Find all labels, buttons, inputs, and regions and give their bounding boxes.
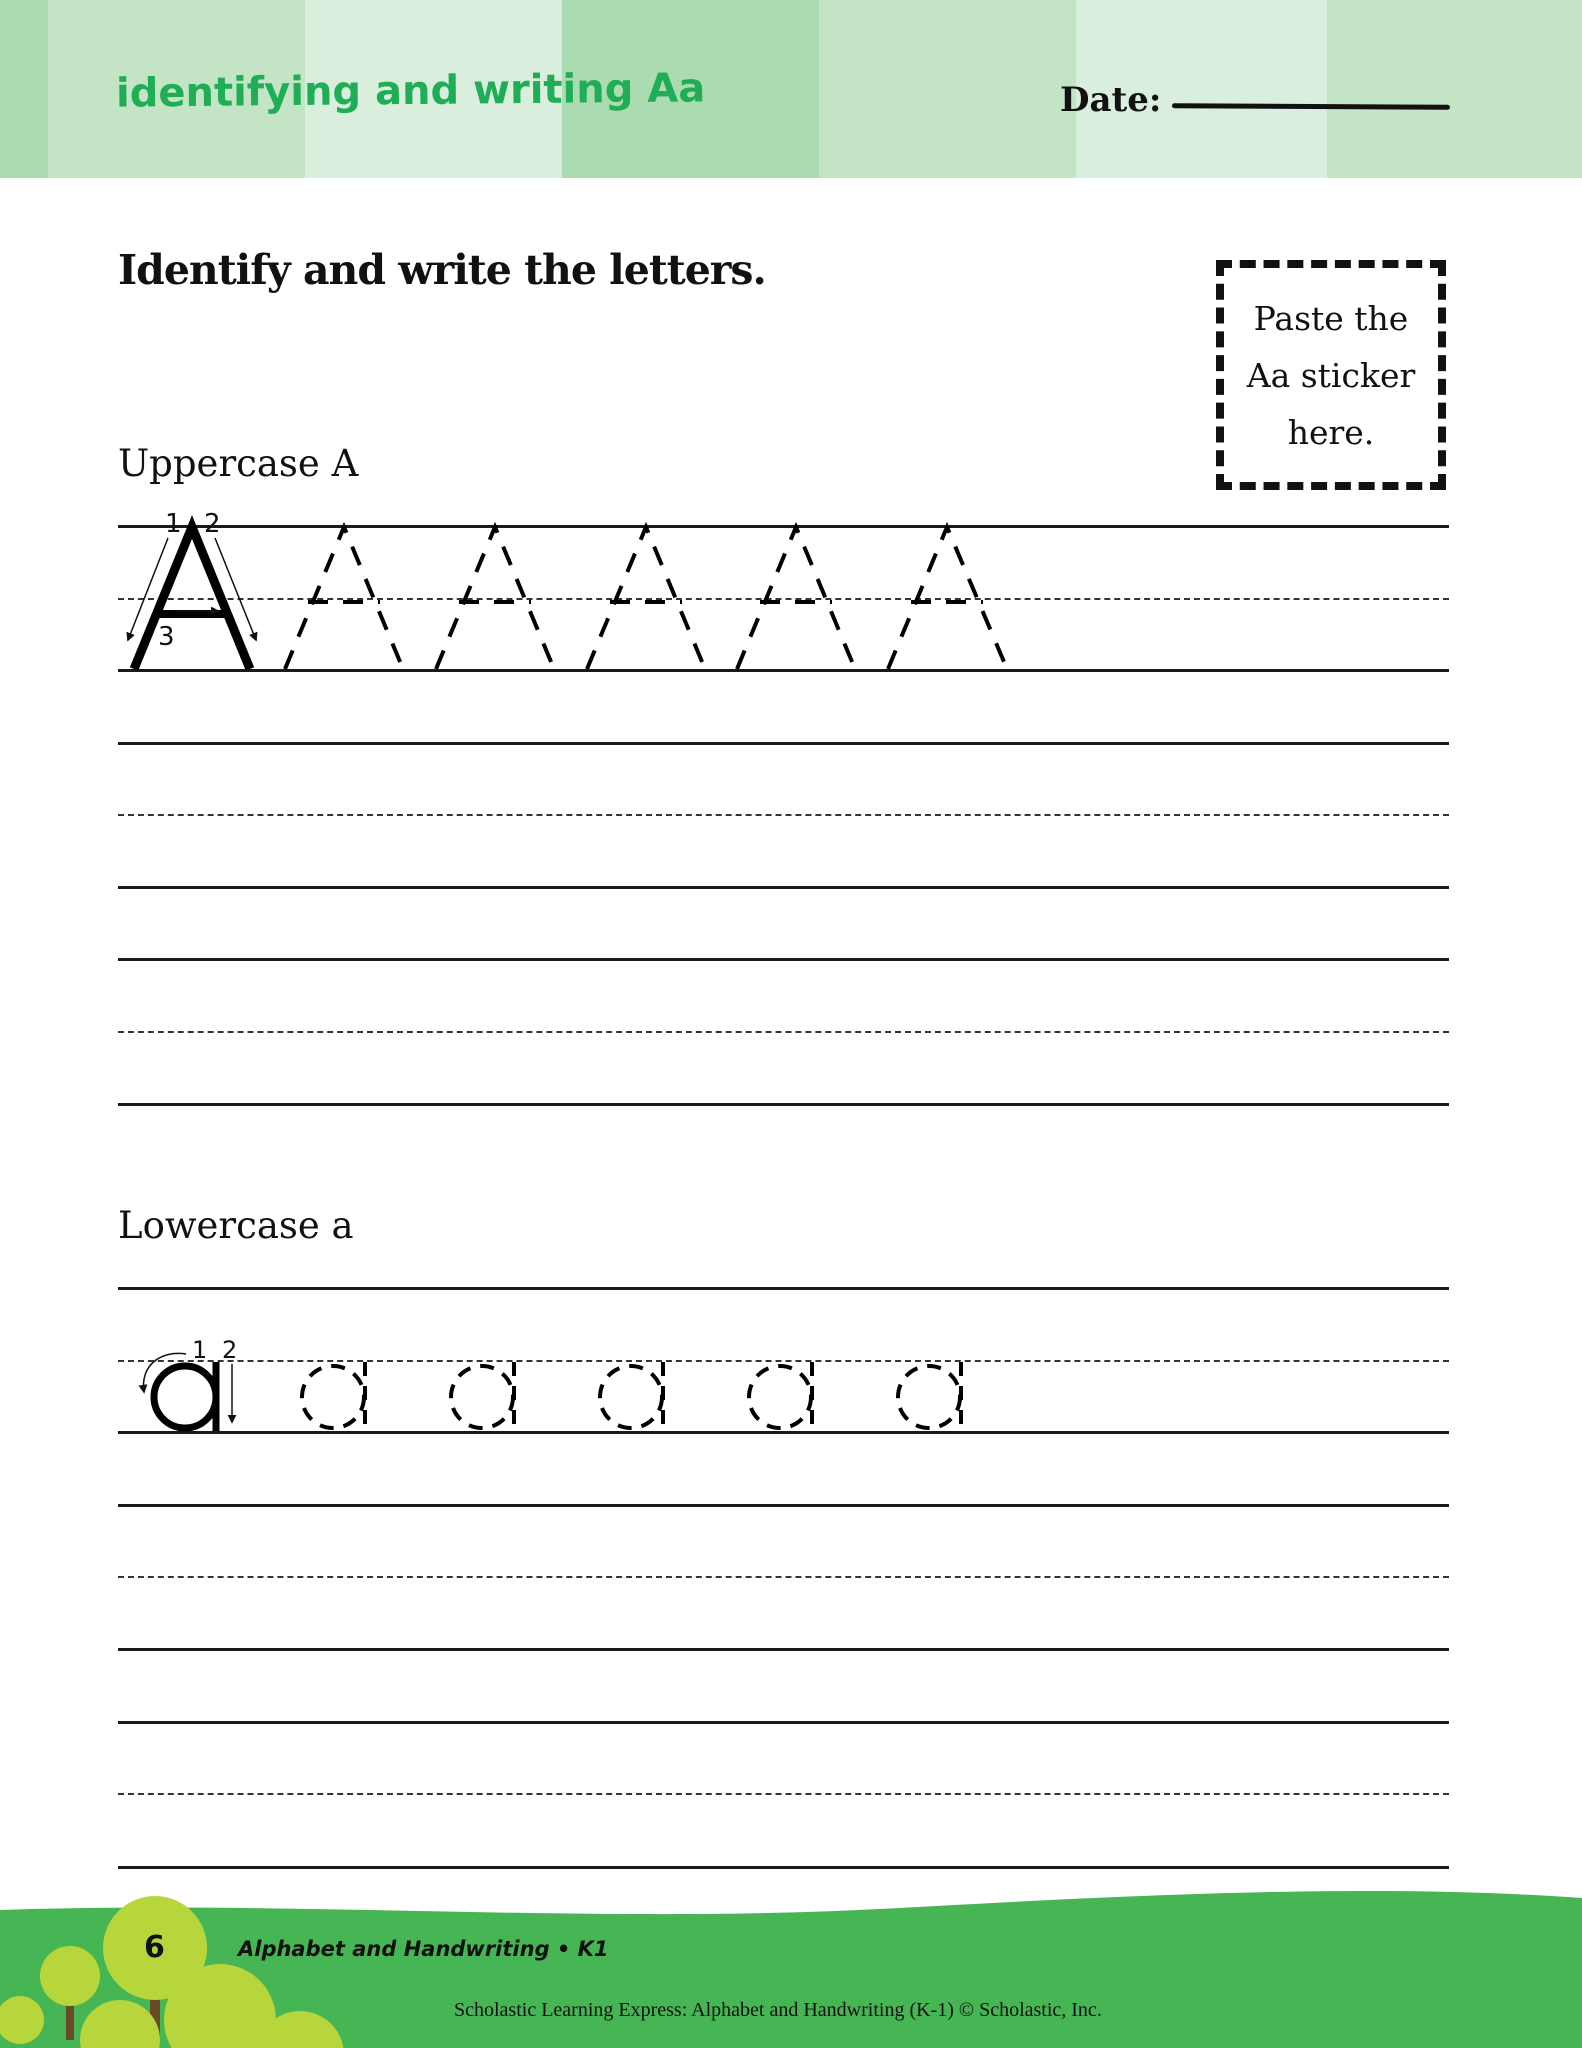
footer-book-title: Alphabet and Handwriting • K1 xyxy=(238,1937,609,1961)
stroke-number-3: 3 xyxy=(158,622,175,652)
uppercase-label: Uppercase A xyxy=(118,442,359,485)
traced-lowercase-a[interactable] xyxy=(600,1362,663,1431)
traced-uppercase-a[interactable] xyxy=(436,527,554,669)
traced-lowercase-a[interactable] xyxy=(302,1362,365,1431)
page-title: identifying and writing Aa xyxy=(115,65,706,117)
stroke-number-2: 2 xyxy=(222,1336,238,1364)
traced-uppercase-a[interactable] xyxy=(888,527,1007,669)
stroke-number-2: 2 xyxy=(204,509,221,539)
model-uppercase-a xyxy=(128,509,256,669)
traced-lowercase-a[interactable] xyxy=(898,1362,961,1431)
lowercase-label: Lowercase a xyxy=(118,1204,354,1247)
sticker-text-line3: here. xyxy=(1287,412,1375,452)
instruction-heading: Identify and write the letters. xyxy=(118,246,766,294)
traced-uppercase-a[interactable] xyxy=(587,527,705,669)
model-lowercase-a xyxy=(143,1336,237,1431)
stroke-number-1: 1 xyxy=(192,1336,208,1364)
traced-uppercase-a[interactable] xyxy=(737,527,855,669)
stroke-number-1: 1 xyxy=(165,509,182,539)
tree-icon xyxy=(40,1946,100,2006)
footer-grass-illustration xyxy=(0,1880,1582,2048)
sticker-text-line2: Aa sticker xyxy=(1246,355,1416,395)
date-label: Date: xyxy=(1060,80,1162,120)
copyright-notice: Scholastic Learning Express: Alphabet and Handwriting (K-1) © Scholastic, Inc. xyxy=(454,1999,1102,2021)
traced-lowercase-a[interactable] xyxy=(451,1362,514,1431)
traced-uppercase-a[interactable] xyxy=(285,527,403,669)
sticker-text-line1: Paste the xyxy=(1253,298,1409,338)
traced-lowercase-a[interactable] xyxy=(749,1362,812,1431)
page-number: 6 xyxy=(144,1930,165,1965)
